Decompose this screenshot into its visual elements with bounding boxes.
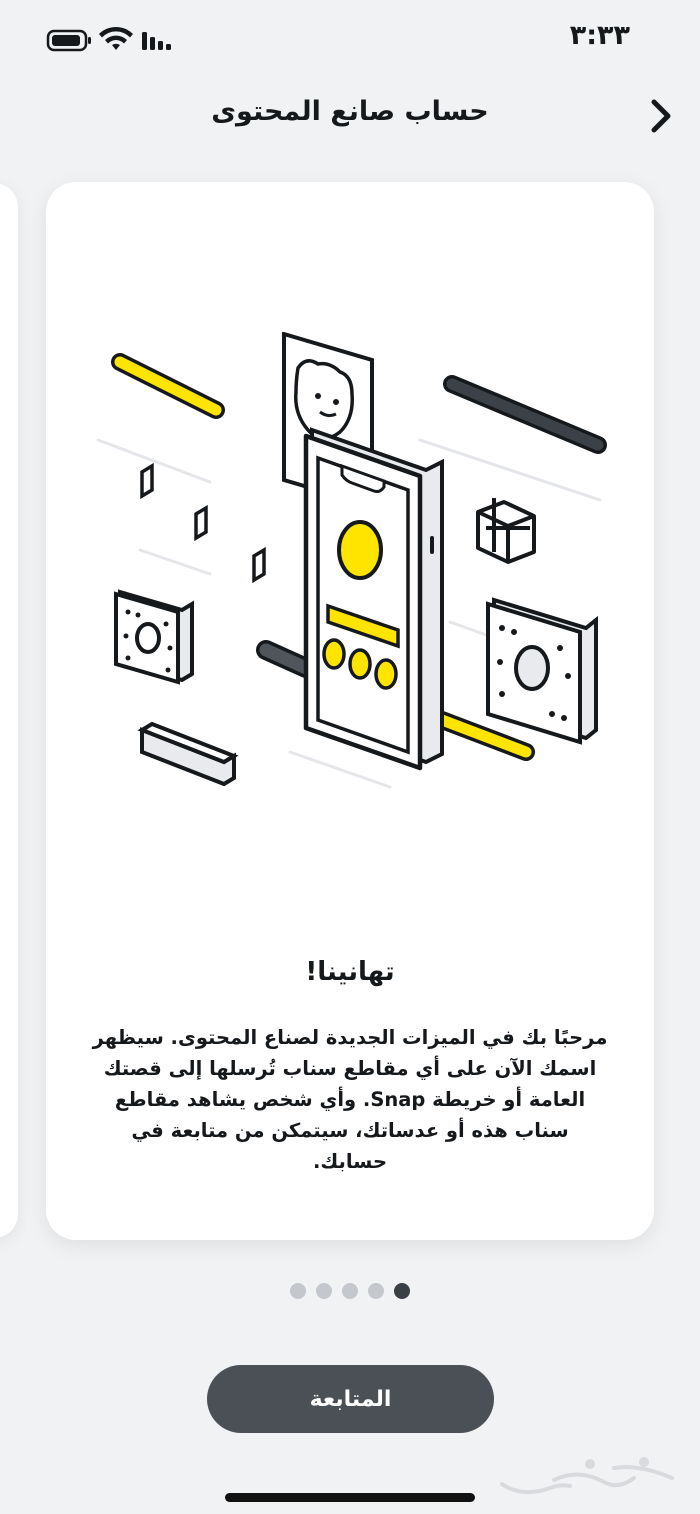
yellow-rod-shape (442, 720, 526, 752)
status-icons (46, 26, 176, 56)
card-heading: تهانينا! (305, 957, 395, 987)
back-button[interactable] (642, 94, 682, 138)
onboarding-card (46, 182, 654, 1240)
previous-card-peek[interactable] (0, 183, 18, 1238)
creator-phone-illustration (90, 332, 610, 802)
home-indicator (225, 1493, 475, 1502)
battery-icon (48, 31, 91, 50)
continue-button[interactable]: المتابعة (207, 1365, 494, 1433)
status-time: ٣:٣٣ (569, 20, 630, 51)
page-dot[interactable] (316, 1283, 332, 1299)
page-indicator (0, 1283, 700, 1299)
haraj-watermark (494, 1454, 684, 1502)
yellow-bar-shape (120, 362, 216, 410)
signal-icon (142, 32, 171, 50)
page-dot[interactable] (342, 1283, 358, 1299)
speaker-box-right (488, 600, 596, 742)
page-dot[interactable] (368, 1283, 384, 1299)
grey-bar-shape (452, 384, 598, 445)
page-title: حساب صانع المحتوى (211, 96, 489, 127)
status-bar (0, 0, 700, 80)
chevron-right-icon (642, 94, 682, 138)
page-dot-active[interactable] (394, 1283, 410, 1299)
nav-bar (0, 84, 700, 148)
page-dot[interactable] (290, 1283, 306, 1299)
speaker-box-left (116, 592, 192, 682)
block-shape (142, 724, 234, 784)
phone-shape (306, 430, 442, 768)
card-body-text: مرحبًا بك في الميزات الجديدة لصناع المحتوى. سيظهر اسمك الآن على أي مقاطع سناب تُرسلها إلى قصتك العامة أو خريطة Snap. وأي شخص يشاهد مقاطع سناب هذه أو عدساتك، سيتمكن من متابعة في حسابك. (92, 1026, 608, 1173)
wireframe-cube (478, 498, 534, 562)
wifi-icon (99, 27, 133, 50)
